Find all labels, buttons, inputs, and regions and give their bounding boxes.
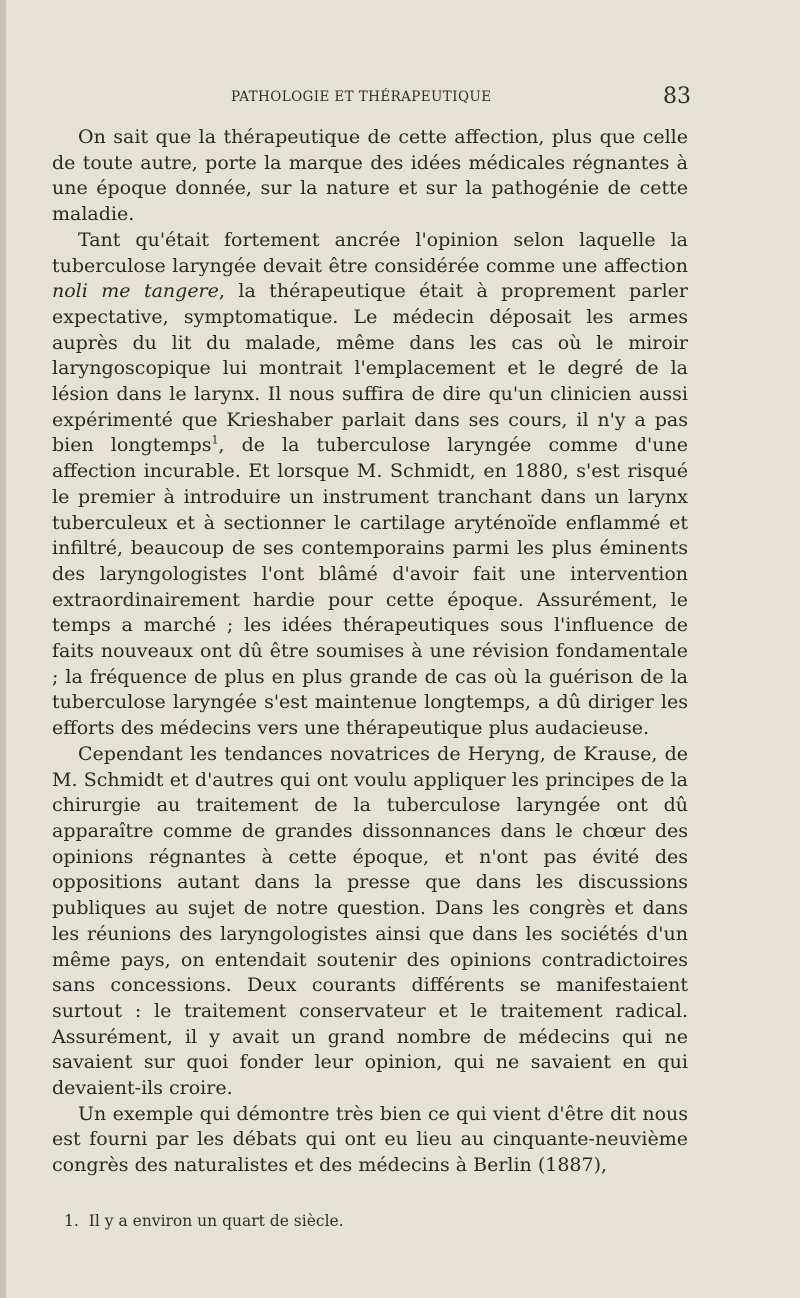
- paragraph-4: Un exemple qui démontre très bien ce qui vient d'être dit nous est fourni par les débats qui ont eu lieu au cinquante-neuvième congrès des naturalistes et des médecins à Berlin (1887),: [52, 1102, 688, 1177]
- paragraph-2-middle: , la thérapeutique était à proprement parler expectative, symptomatique. Le médecin déposait les armes auprès du lit du malade, même dans les cas où le miroir laryngoscopique lui montrait l'emplacement et le degré de la lésion dans le larynx. Il nous suffira de dire qu'un clinicien aussi expérimenté que Krieshaber parlait dans ses cours, il n'y a pas bien longtemps: [52, 280, 688, 457]
- footnote-number: 1.: [64, 1212, 79, 1230]
- footnote: [64, 1212, 344, 1230]
- paragraph-1: On sait que la thérapeutique de cette affection, plus que celle de toute autre, porte la marque des idées médicales régnantes à une époque donnée, sur la nature et sur la pathogénie de cette maladie.: [52, 126, 688, 226]
- footnote-reference: 1: [211, 434, 219, 448]
- page-edge: [0, 0, 6, 1298]
- paragraph-3: Cependant les tendances novatrices de Heryng, de Krause, de M. Schmidt et d'autres qui ont voulu appliquer les principes de la chirurgie au traitement de la tuberculose laryngée ont dû apparaître comme de grandes dissonnances dans le chœur des opinions régnantes à cette époque, et n'ont pas évité des oppositions autant dans la presse que dans les discussions publiques au sujet de notre question. Dans les congrès et dans les réunions des laryngologistes ainsi que dans les sociétés d'un même pays, on entendait soutenir des opinions contradictoires sans concessions. Deux courants différents se manifestaient surtout : le traitement conservateur et le traitement radical. Assurément, il y avait un grand nombre de médecins qui ne savaient sur quoi fonder leur opinion, qui ne savaient en qui devaient-ils croire.: [52, 742, 688, 1100]
- paragraph-2-start: Tant qu'était fortement ancrée l'opinion selon laquelle la tuberculose laryngée devait être considérée comme une affection: [52, 228, 688, 277]
- running-header: PATHOLOGIE ET THÉRAPEUTIQUE: [231, 89, 492, 105]
- latin-phrase: noli me tangere: [52, 280, 219, 303]
- page-number: 83: [663, 84, 691, 109]
- main-text: [52, 125, 688, 1179]
- paragraph-2: [52, 228, 688, 742]
- footnote-text: Il y a environ un quart de siècle.: [88, 1212, 344, 1230]
- paragraph-2-end: , de la tuberculose laryngée comme d'une affection incurable. Et lorsque M. Schmidt, en 1880, s'est risqué le premier à introduire un instrument tranchant dans un larynx tuberculeux et à sectionner le cartilage aryténoïde enflammé et infiltré, beaucoup de ses contemporains parmi les plus éminents des laryngologistes l'ont blâmé d'avoir fait une intervention extraordinairement hardie pour cette époque. Assurément, le temps a marché ; les idées thérapeutiques sous l'influence de faits nouveaux ont dû être soumises à une révision fondamentale ; la fréquence de plus en plus grande de cas où la guérison de la tuberculose laryngée s'est maintenue longtemps, a dû diriger les efforts des médecins vers une thérapeutique plus audacieuse.: [52, 434, 688, 740]
